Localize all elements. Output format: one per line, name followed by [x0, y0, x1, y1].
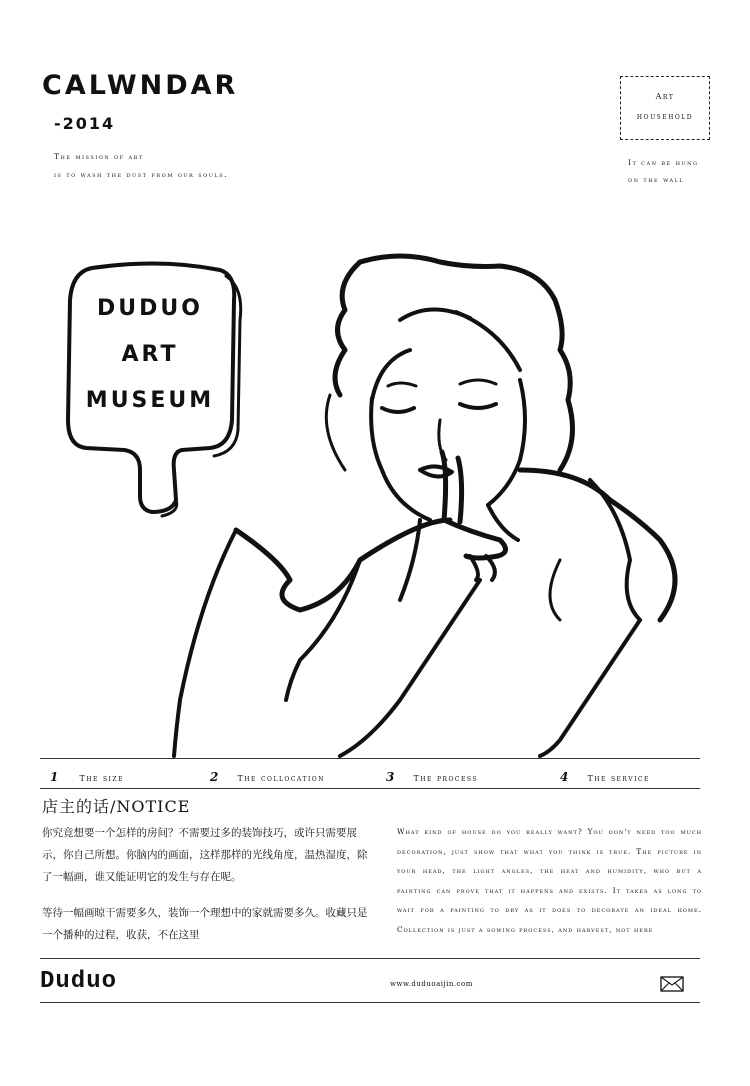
- nav-label: The service: [587, 774, 650, 783]
- nav-label: The size: [79, 774, 124, 783]
- mission-line-1: The mission of art: [54, 152, 144, 161]
- left-eye: [382, 408, 414, 412]
- nav-label: The process: [413, 774, 479, 783]
- mission-line-2: is to wash the dust from our souls.: [54, 170, 229, 179]
- nav-top-divider: [40, 758, 700, 759]
- stamp-line-2: household: [636, 112, 694, 121]
- nav-label: The collocation: [237, 774, 325, 783]
- notice-title: 店主的话/NOTICE: [42, 797, 191, 816]
- bubble-line-3: MUSEUM: [85, 388, 215, 413]
- stamp-line-1: Art: [655, 92, 675, 101]
- notice-cn-paragraph-2: 等待一幅画晾干需要多久，装饰一个理想中的家就需要多久。收藏只是一个播种的过程，收获，不在这里: [42, 907, 368, 941]
- footer-bottom-divider: [40, 1002, 700, 1003]
- nav-item-service[interactable]: [560, 766, 650, 785]
- page-title: CALWNDAR: [42, 70, 239, 101]
- face: [371, 398, 430, 520]
- nav-item-process[interactable]: [386, 766, 478, 785]
- nav-number: 2: [210, 770, 219, 784]
- calendar-year: -2014: [54, 114, 116, 133]
- brand-logo: Duduo: [40, 968, 118, 995]
- nav-number: 1: [50, 770, 59, 784]
- speech-bubble-text: [70, 286, 230, 424]
- notice-en-paragraph: What kind of house do you really want? You don't need too much decoration, just show that what you think is true. The picture in your head, the light angles, the heat and humidity, who but a painting can prove that it happens and exists. It takes as long to wait for a painting to dry as it does to decorate an ideal home. Collection is just a sowing process, and harvest, not here: [397, 827, 702, 934]
- envelope-icon[interactable]: [660, 976, 684, 992]
- right-eye: [460, 404, 496, 408]
- bubble-line-1: DUDUO: [97, 296, 203, 321]
- notice-cn-paragraph-1: 你究竟想要一个怎样的房间？不需要过多的装饰技巧，或许只需要展示，你自己所想。你脑内的画面，这样那样的光线角度，温热湿度，除了一幅画，谁又能证明它的发生与存在呢。: [42, 827, 368, 883]
- hung-line-2: on the wall: [628, 175, 685, 184]
- nav-item-size[interactable]: [50, 766, 124, 785]
- website-link[interactable]: www.duduoaijin.com: [390, 980, 473, 988]
- shushing-finger: [442, 452, 462, 522]
- nav-number: 4: [560, 770, 569, 784]
- nav-bottom-divider: [40, 788, 700, 789]
- nav-number: 3: [386, 770, 395, 784]
- footer-top-divider: [40, 958, 700, 959]
- bubble-line-2: ART: [121, 342, 179, 367]
- hung-line-1: It can be hung: [628, 158, 699, 167]
- nav-item-collocation[interactable]: [210, 766, 325, 785]
- collar: [520, 470, 675, 620]
